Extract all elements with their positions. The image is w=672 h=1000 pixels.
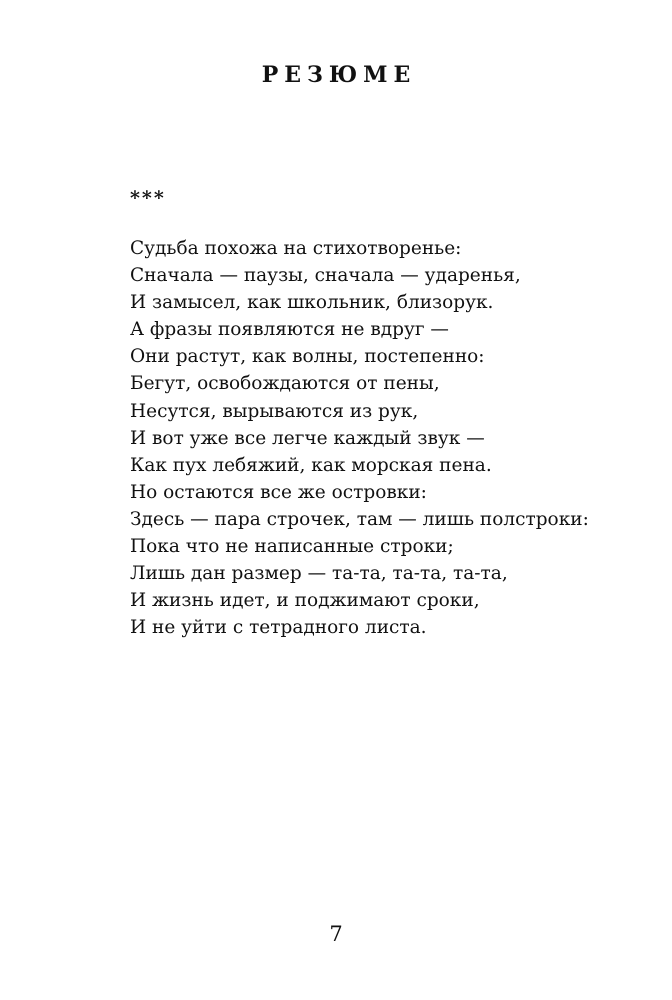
page-number: 7 [329, 922, 343, 946]
poem-line: А фразы появляются не вдруг — [130, 319, 449, 341]
poem-line: Судьба похожа на стихотворенье: [130, 238, 462, 259]
poem-line: И не уйти с тетрадного листа. [130, 617, 427, 639]
poem-body [130, 235, 630, 641]
poem-line: Сначала — паузы, сначала — ударенья, [130, 265, 521, 287]
page-title: РЕЗЮМЕ [261, 62, 417, 88]
poem-line: Как пух лебяжий, как морская пена. [130, 454, 492, 476]
poem-line: Бегут, освобождаются от пены, [130, 373, 440, 395]
poem-line: Они растут, как волны, постепенно: [130, 346, 485, 368]
poem-line: И вот уже все легче каждый звук — [130, 427, 485, 449]
poem-line: И замысел, как школьник, близорук. [130, 292, 494, 314]
poem-separator: *** [130, 187, 166, 209]
poem-line: Несутся, вырываются из рук, [130, 400, 419, 422]
poem-line: Пока что не написанные строки; [130, 536, 454, 558]
poem-line: И жизнь идет, и поджимают сроки, [130, 590, 480, 612]
poem-line: Лишь дан размер — та-та, та-та, та-та, [130, 563, 508, 585]
poem-line: Здесь — пара строчек, там — лишь полстроки: [130, 508, 589, 530]
poem-line: Но остаются все же островки: [130, 481, 427, 503]
